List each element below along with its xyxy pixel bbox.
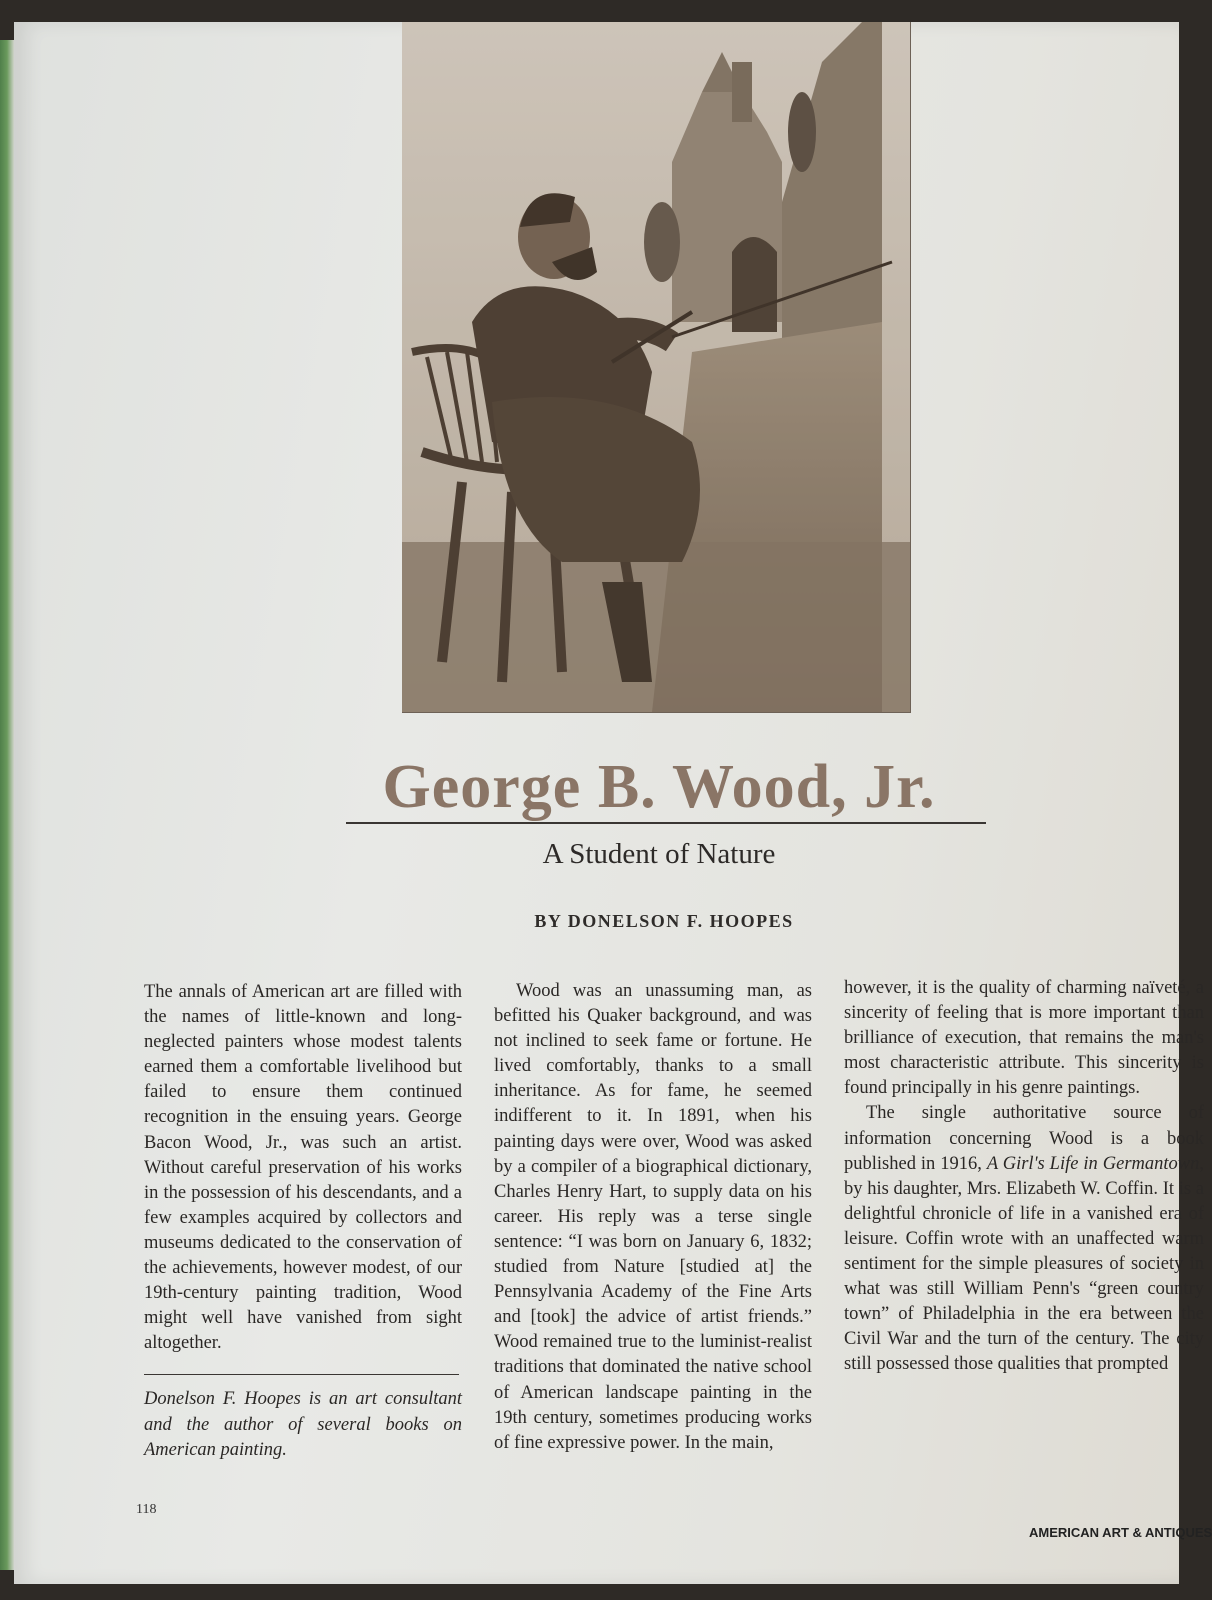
paragraph: however, it is the quality of charming naïveté, a sincerity of feeling that is more important than brilliance of execution, that remains the man's most characteristic attribute. This sincerity is found principally in his genre paintings. bbox=[844, 978, 1204, 1099]
paragraph: The annals of American art are filled with the names of little-known and long-neglected painters whose modest talents earned them a comfortable livelihood but failed to ensure them continued recognition in the ensuing years. George Bacon Wood, Jr., was such an artist. Without careful preservation of his works in the possession of his descendants, and a few examples acquired by collectors and museums dedicated to the conservation of the achievements, however modest, of our 19th-century painting tradition, Wood might well have vanished from sight altogether. bbox=[144, 982, 462, 1354]
text-run: , by his daughter, Mrs. Elizabeth W. Coffin. It is a delightful chronicle of life in a vanished era of leisure. Coffin wrote with an unaffected warm sentiment for the simple pleasures of society in what was still William Penn's “green country town” of Philadelphia in the era between the Civil War and the turn of the century. The city still possessed those qualities that prompted bbox=[844, 1153, 1204, 1375]
article-heading bbox=[334, 752, 994, 932]
page-number: 118 bbox=[136, 1502, 157, 1517]
book-title: A Girl's Life in Germantown bbox=[986, 1153, 1200, 1174]
magazine-page bbox=[14, 22, 1212, 1584]
article-title: George B. Wood, Jr. bbox=[382, 753, 936, 821]
text-column-2 bbox=[494, 979, 812, 1456]
article-subtitle: A Student of Nature bbox=[542, 838, 776, 870]
text-run: The single authoritative source of information concerning Wood is a book published in 1916, bbox=[844, 1103, 1204, 1174]
paragraph bbox=[844, 1101, 1204, 1377]
book-spine-edge bbox=[0, 40, 14, 1570]
artist-photograph bbox=[402, 22, 911, 713]
author-note: Donelson F. Hoopes is an art consultant and the author of several books on American painting. bbox=[144, 1389, 462, 1460]
note-divider bbox=[144, 1374, 459, 1375]
text-column-1 bbox=[144, 980, 462, 1463]
article-byline: BY DONELSON F. HOOPES bbox=[534, 911, 794, 931]
magazine-footer: AMERICAN ART & ANTIQUES bbox=[1029, 1525, 1212, 1540]
photo-illustration bbox=[402, 22, 910, 712]
text-column-3 bbox=[844, 976, 1204, 1506]
title-divider bbox=[346, 822, 986, 824]
paragraph: Wood was an unassuming man, as befitted his Quaker background, and was not inclined to seek fame or fortune. He lived comfortably, thanks to a small inheritance. As for fame, he seemed indifferent to it. In 1891, when his painting days were over, Wood was asked by a compiler of a biographical dictionary, Charles Henry Hart, to supply data on his career. His reply was a terse single sentence: “I was born on January 6, 1832; studied from Nature [studied at] the Pennsylvania Academy of the Fine Arts and [took] the advice of artist friends.” Wood remained true to the luminist-realist traditions that dominated the native school of American landscape painting in the 19th century, sometimes producing works of fine expressive power. In the main, bbox=[494, 981, 812, 1453]
